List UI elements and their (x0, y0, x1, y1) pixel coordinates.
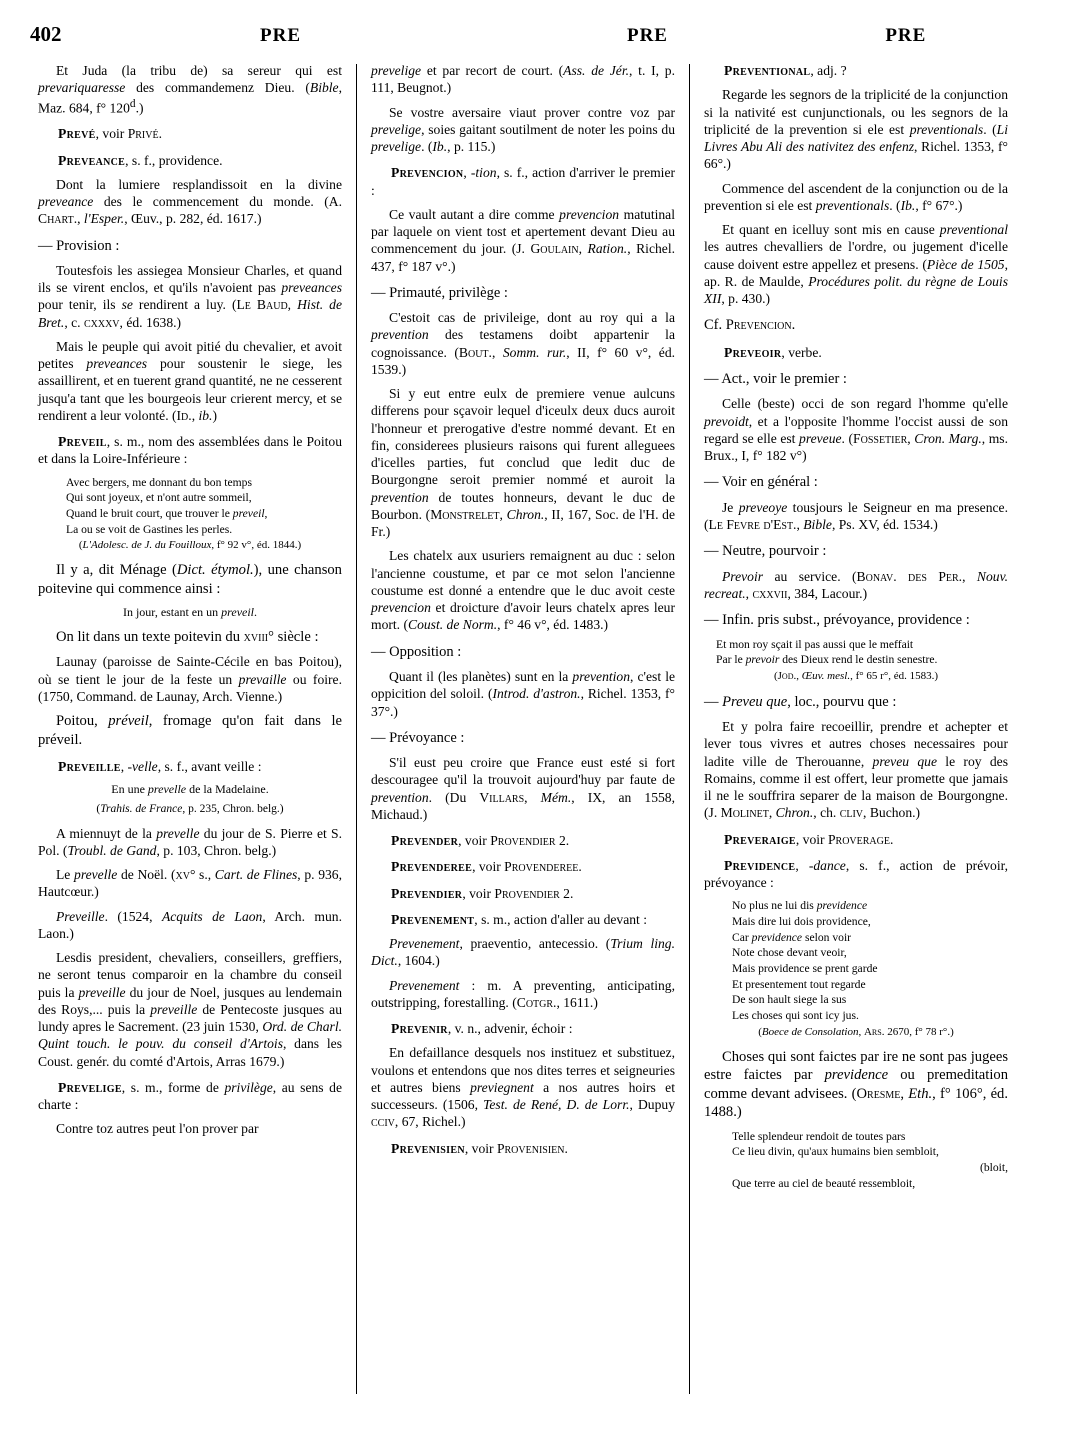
verse-quote: Et mon roy sçait il pas aussi que le meffait Par le prevoir des Dieux rend le destin senestre. (716, 637, 938, 667)
sense-label: — Primauté, privilège : (371, 284, 508, 301)
entry-headword: Prevenderee, voir Provenderee. (391, 859, 582, 875)
entry-paragraph: Poitou, préveil, fromage qu'on fait dans le préveil. (38, 713, 342, 748)
verse-quote: Telle splendeur rendoit de toutes pars Ce lieu divin, qu'aux humains bien sembloit, (bloit, Que terre au ciel de beauté ressembloit, (732, 1129, 1008, 1190)
entry-paragraph: Je preveoye tousjours le Seigneur en ma presence. (Le Fevre d'Est., Bible, Ps. XV, éd. 1534.) (704, 499, 1008, 532)
entry-paragraph: Mais le peuple qui avoit pitié du chevalier, et avoit petites preveances pour soustenir le siege, les assaillirent, et en tuerent grand quantité, ne ne cesserent jusqu'a tant que les bourgeois leur crierent mercy, et se rendirent a leur volonté. (Id., ib.) (38, 338, 342, 423)
sense-label: — Infin. pris subst., prévoyance, providence : (704, 612, 970, 629)
quote-citation: (Jod., Œuv. mesl., f° 65 r°, éd. 1583.) (773, 669, 939, 682)
entry-headword: Preveoir, verbe. (724, 344, 822, 360)
entry-headword: Prevelige, s. m., forme de privilège, au sens de charte : (38, 1079, 342, 1113)
entry-headword: Prevender, voir Provendier 2. (391, 833, 570, 849)
column-divider-2 (689, 64, 690, 1394)
entry-paragraph: En defaillance desquels nos instituez et substituez, voulons et entendons que nos dites terres et seigneuries et autres biens previegnent a nos autres hoirs et successeurs. (1506, Test. de René, D. de Lorr., Dupuy cciv, 67, Richel.) (371, 1045, 675, 1130)
sense-label: — Voir en général : (704, 474, 818, 491)
entry-paragraph: Il y a, dit Ménage (Dict. étymol.), une chanson poitevine qui commence ainsi : (38, 562, 342, 597)
entry-paragraph: Commence del ascendent de la conjunction ou de la prevention si ele est preventionals. (Ib., f° 67°.) (704, 180, 1008, 213)
entry-paragraph: Choses qui sont faictes par ire ne sont pas jugees estre faictes par previdence ou premeditation comme devant advisees. (Oresme, Eth., f° 106°, éd. 1488.) (704, 1048, 1008, 1121)
entry-headword: Prevenisien, voir Provenisien. (391, 1140, 568, 1156)
entry-paragraph: Toutesfois les assiegea Monsieur Charles, et quand ils se virent enclos, et qu'ils n'avoient pas preveances pour tenir, ils se rendirent a luy. (Le Baud, Hist. de Bret., c. cxxxv, éd. 1638.) (38, 262, 343, 330)
entry-headword: Previdence, -dance, s. f., action de prévoir, prévoyance : (704, 857, 1008, 891)
cross-reference: Cf. Prevencion. (704, 317, 796, 334)
running-head-2: PRE (626, 25, 668, 46)
quote-citation: (L'Adolesc. de J. du Fouilloux, f° 92 v°, éd. 1844.) (78, 539, 302, 552)
sense-label: — Act., voir le premier : (704, 370, 847, 387)
quote-citation: (Boece de Consolation, Ars. 2670, f° 78 r°.) (758, 1025, 954, 1038)
entry-paragraph: Celle (beste) occi de son regard l'homme qu'elle prevoidt, et a l'opposite l'homme l'occist aussi de son regard se elle est preveue. (Fossetier, Cron. Marg., ms. Brux., I, f° 182 v°) (704, 396, 1008, 464)
entry-headword: Prevé, voir Privé. (58, 126, 162, 142)
sense-label: — Neutre, pourvoir : (704, 543, 827, 560)
sense-label: — Preveu que, loc., pourvu que : (704, 693, 897, 710)
entry-paragraph: A miennuyt de la prevelle du jour de S. Pierre et S. Pol. (Troubl. de Gand, p. 103, Chron. belg.) (38, 825, 342, 858)
entry-headword: Prevencion, -tion, s. f., action d'arriver le premier : (371, 165, 676, 198)
entry-paragraph: S'il eust peu croire que France eust esté si fort descouragee qu'il la trouvoit aujourd'huy par faute de prevention. (Du Villars, Mém., IX, an 1558, Michaud.) (371, 755, 675, 822)
column-divider-1 (356, 64, 357, 1394)
entry-headword: Prevenir, v. n., advenir, échoir : (391, 1021, 573, 1037)
entry-paragraph: Prevenement : m. A preventing, anticipating, outstripping, forestalling. (Cotgr., 1611.) (371, 977, 675, 1010)
entry-paragraph: On lit dans un texte poitevin du xviii° siècle : (56, 628, 319, 645)
sense-label: — Opposition : (371, 643, 462, 660)
column-2 (363, 62, 683, 1422)
entry-headword: Preveil, s. m., nom des assemblées dans le Poitou et dans la Loire-Inférieure : (38, 434, 342, 467)
entry-paragraph: Preveille. (1524, Acquits de Laon, Arch. mun. Laon.) (38, 908, 343, 941)
entry-paragraph: Contre toz autres peut l'on prover par (56, 1121, 259, 1137)
sense-label: — Provision : (38, 237, 120, 254)
entry-paragraph: Le prevelle de Noël. (xv° s., Cart. de Flines, p. 936, Hautcœur.) (38, 867, 342, 900)
entry-paragraph: Ce vault autant a dire comme prevencion matutinal par laquele on vient tost et apertement devant Dieu au commencement du jour. (J. Goulain, Ration., Richel. 437, f° 187 v°.) (371, 206, 675, 274)
columns-container (30, 62, 1035, 1422)
entry-headword: Preveille, -velle, s. f., avant veille : (58, 759, 262, 775)
entry-paragraph: Lesdis president, chevaliers, conseillers, greffiers, ne seront tenus comparoir en la chambre du conseil puis la preveille du jour de Noel, jusques au lendemain des Roys,... puis la preveille de Pentecoste jusques au lundy apres le Sacrement. (23 juin 1530, Ord. de Charl. Quint touch. le pouv. du conseil d'Artois, dans les Coust. genér. du comté d'Artois, Arras 1679.) (38, 950, 342, 1069)
page-number: 402 (30, 22, 62, 46)
column-1 (30, 62, 350, 1422)
quote-citation: (Trahis. de France, p. 235, Chron. belg.) (96, 803, 284, 816)
entry-paragraph: Quant il (les planètes) sunt en la prevention, c'est le oppicition del soloil. (Introd. d'astron., Richel. 1353, f° 37°.) (371, 669, 675, 719)
entry-headword: Preveraige, voir Proverage. (724, 831, 894, 847)
entry-paragraph: Dont la lumiere resplandissoit en la divine preveance des le commencement du monde. (A. Chart., l'Esper., Œuv., p. 282, éd. 1617.) (38, 176, 342, 227)
column-3 (696, 62, 1016, 1422)
inline-quote: In jour, estant en un preveil. (122, 605, 258, 620)
inline-quote: En une prevelle de la Madelaine. (111, 782, 269, 797)
page-header (30, 22, 1035, 56)
entry-paragraph: Prevenement, praeventio, antecessio. (Trium ling. Dict., 1604.) (371, 936, 676, 969)
entry-headword: Preveance, s. f., providence. (58, 152, 223, 168)
entry-paragraph: Prevoir au service. (Bonav. des Per., Nouv. recreat., cxxvii, 384, Lacour.) (704, 568, 1008, 601)
entry-paragraph: C'estoit cas de privileige, dont au roy qui a la prevention des testamens doibt appartenir la cognoissance. (Bout., Somm. rur., II, f° 60 v°, éd. 1539.) (371, 310, 676, 377)
verse-quote: No plus ne lui dis previdence Mais dire lui dois providence, Car previdence selon voir Note chose devant veoir, Mais providence se prent garde Et presentement tout regarde De son hault siege la sus Les choses qui sont icy jus. (732, 899, 878, 1022)
entry-paragraph: Si y eut entre eulx de premiere venue aulcuns differens pour sçavoir lequel d'iceulx deux ducs auroit l'honneur et prerogative d'estre nommé devant. Et en fin, considerees plusieurs raisons qui furent alleguees d'icelles parties, fut conclud que ledit duc de Bourgongne seroit premier nommé et auroit la prevention de toutes honneurs, devant le duc de Bourbon. (Monstrelet, Chron., II, 167, Soc. de l'H. de Fr.) (371, 386, 676, 540)
entry-paragraph: Et quant en icelluy sont mis en cause preventional les autres chevalliers de l'ordre, ou jugement d'icelle cause doivent estre appellez et presens. (Pièce de 1505, ap. R. de Maulde, Procédures polit. du règne de Louis XII, p. 430.) (704, 222, 1008, 306)
entry-paragraph: Regarde les segnors de la triplicité de la conjunction si la nativité est cunjunctionals, ou les segnors de la triplicité de la prevention si ele est preventionals. (Li Livres Abu Ali des nativitez des enfenz, Richel. 1353, f° 66°.) (704, 87, 1009, 172)
entry-headword: Prevenement, s. m., action d'aller au devant : (391, 911, 647, 927)
verse-quote: Avec bergers, me donnant du bon temps Qui sont joyeux, et n'ont autre sommeil, Quand le bruit court, que trouver le preveil, La ou se voit de Gastines les perles. (66, 475, 268, 536)
running-head-3: PRE (885, 25, 927, 46)
sense-label: — Prévoyance : (371, 729, 465, 746)
entry-headword: Preventional, adj. ? (724, 63, 847, 78)
entry-headword: Prevendier, voir Provendier 2. (391, 885, 574, 901)
entry-paragraph: Et y polra faire recoeillir, prendre et achepter et lever tous vivres et autres choses necessaires pour ladite ville de Therouanne, preveu que le roy des Romains, comme il est offert, leur promette que jamais il ne le souffrira separer de la maison de Bourgongne. (J. Molinet, Chron., ch. cliv, Buchon.) (704, 719, 1008, 821)
entry-paragraph: Les chatelx aux usuriers remaignent au duc : selon l'ancienne coustume, et par ce mot selon l'ancienne coustume est donné a entendre que le duc avoit ceste prevencion et droicture d'avoir leurs chatelx apres leur mort. (Coust. de Norm., f° 46 v°, éd. 1483.) (371, 548, 675, 633)
entry-paragraph: Se vostre aversaire viaut prover contre voz par prevelige, soies gaitant soutilment de noter les poins du prevelige. (Ib., p. 115.) (371, 104, 675, 154)
entry-paragraph: Launay (paroisse de Sainte-Cécile en bas Poitou), où se tient le jour de la feste un prevaille ou foire. (1750, Command. de Launay, Arch. Vienne.) (38, 654, 342, 704)
entry-paragraph: prevelige et par recort de court. (Ass. de Jér., t. I, p. 111, Beugnot.) (371, 63, 675, 96)
entry-paragraph: Et Juda (la tribu de) sa sereur qui est prevariquaresse des commandemenz Dieu. (Bible, Maz. 684, f° 120$^d$.) (38, 63, 342, 116)
running-head-1: PRE (260, 25, 301, 46)
